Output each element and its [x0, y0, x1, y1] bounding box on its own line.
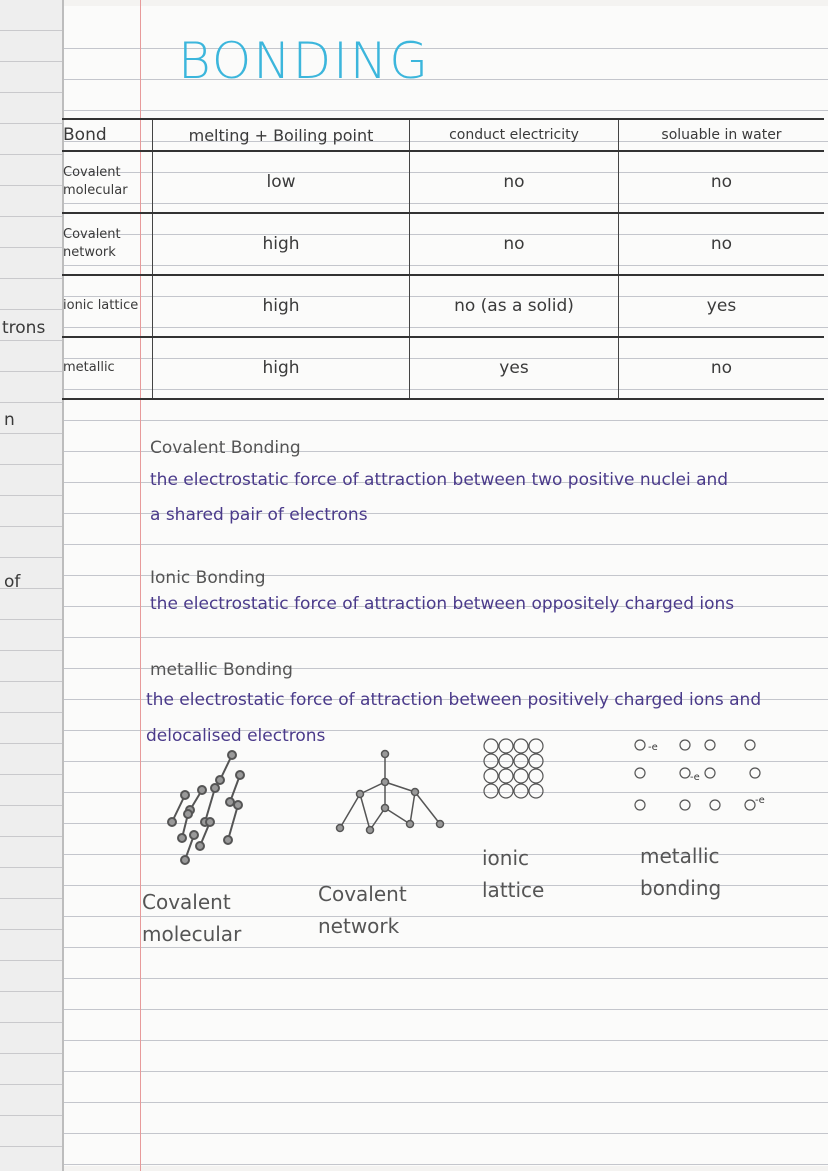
- label-line: lattice: [482, 878, 545, 902]
- header-bond: Bond: [62, 119, 153, 151]
- table-row: [62, 213, 824, 275]
- bond-cell: Covalent molecular: [62, 151, 153, 213]
- metallic-definition: the electrostatic force of attraction between positively charged ions and: [146, 690, 762, 710]
- label-line: network: [318, 914, 400, 938]
- covalent-molecular-diagram: [160, 750, 270, 865]
- margin-note: trons: [2, 318, 46, 338]
- header-conduct: conduct electricity: [410, 119, 619, 151]
- covalent-definition: the electrostatic force of attraction between two positive nuclei and: [150, 470, 729, 490]
- covalent-network-label: [318, 878, 407, 942]
- soluble-cell: yes: [619, 275, 825, 337]
- conduct-cell: no (as a solid): [410, 275, 619, 337]
- conduct-cell: no: [410, 213, 619, 275]
- covalent-molecular-label: [142, 886, 241, 950]
- page-title: BONDING: [178, 32, 431, 90]
- bond-cell: ionic lattice: [62, 275, 153, 337]
- label-line: bonding: [640, 876, 722, 900]
- table-row: [62, 275, 824, 337]
- soluble-cell: no: [619, 337, 825, 399]
- label-line: Covalent: [142, 890, 231, 914]
- bond-cell: metallic: [62, 337, 153, 399]
- ionic-definition: the electrostatic force of attraction between oppositely charged ions: [150, 594, 735, 614]
- mp-cell: high: [153, 337, 410, 399]
- electron-label: -e: [648, 742, 658, 753]
- electron-label: -e: [690, 772, 700, 783]
- mp-cell: high: [153, 213, 410, 275]
- metallic-heading: metallic Bonding: [150, 660, 293, 680]
- table-row: [62, 337, 824, 399]
- ionic-heading: Ionic Bonding: [150, 568, 266, 588]
- table-header-row: [62, 119, 824, 151]
- margin-note: n: [4, 410, 15, 430]
- header-melting-boiling: melting + Boiling point: [153, 119, 410, 151]
- label-line: ionic: [482, 846, 530, 870]
- label-line: molecular: [142, 922, 242, 946]
- soluble-cell: no: [619, 151, 825, 213]
- bonding-table: [62, 118, 824, 400]
- ionic-lattice-diagram: [480, 735, 550, 805]
- bond-cell: Covalent network: [62, 213, 153, 275]
- mp-cell: high: [153, 275, 410, 337]
- metallic-bonding-label: [640, 840, 721, 904]
- conduct-cell: no: [410, 151, 619, 213]
- metallic-definition: delocalised electrons: [146, 726, 326, 746]
- label-line: Covalent: [318, 882, 407, 906]
- conduct-cell: yes: [410, 337, 619, 399]
- covalent-definition: a shared pair of electrons: [150, 505, 368, 525]
- table-row: [62, 151, 824, 213]
- soluble-cell: no: [619, 213, 825, 275]
- mp-cell: low: [153, 151, 410, 213]
- header-soluble: soluable in water: [619, 119, 825, 151]
- ionic-lattice-label: [482, 842, 544, 906]
- label-line: metallic: [640, 844, 720, 868]
- covalent-heading: Covalent Bonding: [150, 438, 301, 458]
- electron-label: -e: [755, 795, 765, 806]
- margin-note: of: [4, 572, 21, 592]
- covalent-network-diagram: [330, 748, 450, 838]
